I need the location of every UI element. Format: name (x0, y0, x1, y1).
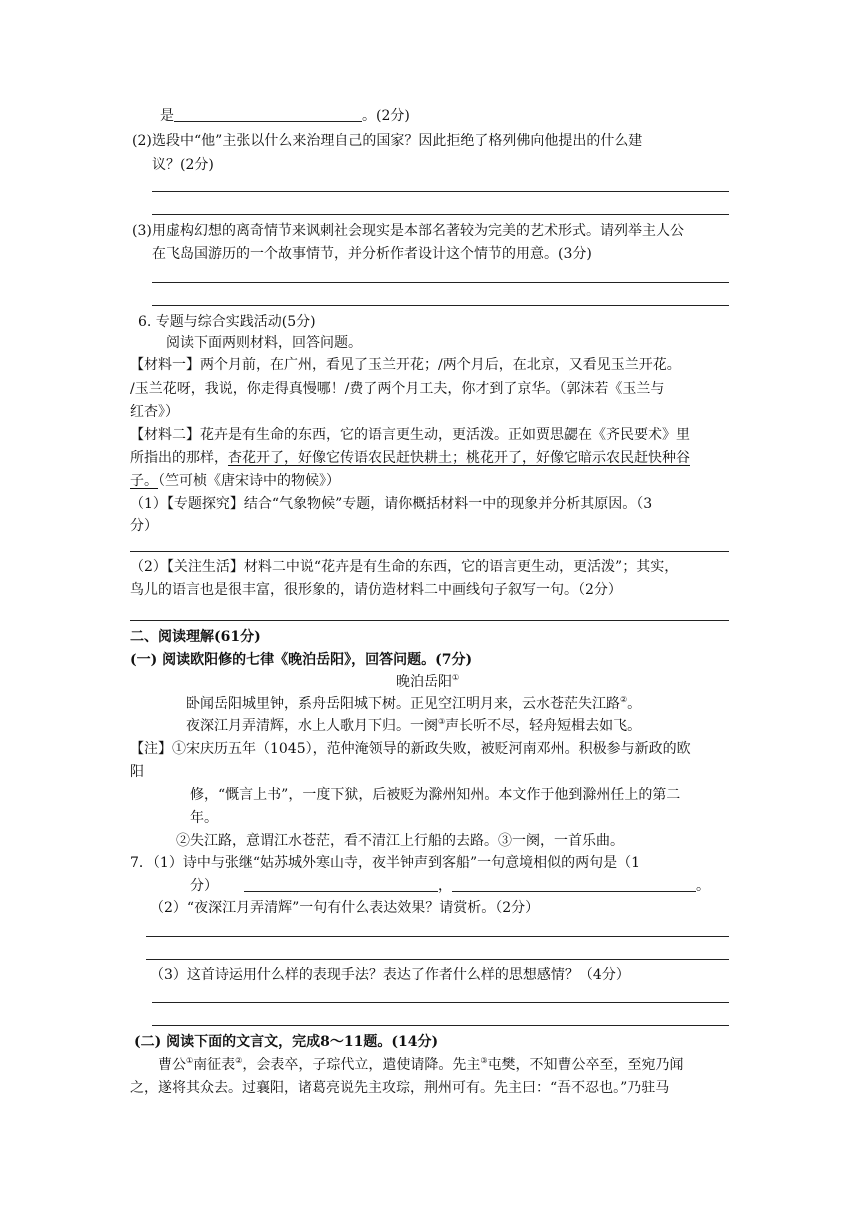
q7-blank-1[interactable] (244, 876, 438, 892)
material1-line2: /玉兰花呀，我说，你走得真慢哪！/费了两个月工夫，你才到了京华。（郭沫若《玉兰与 (130, 381, 665, 397)
q6-sub1-line1: （1）【专题探究】结合“气象物候”专题，请你概括材料一中的现象并分析其原因。（3 (130, 496, 653, 512)
underlined-sentence-end: 子。 (130, 473, 158, 489)
q2-number: (2) (132, 133, 152, 149)
q6-title: 6. 专题与综合实践活动(5分) (138, 314, 316, 330)
q6-sub2-line1: （2）【关注生活】材料二中说“花卉是有生命的东西，它的语言更生动，更活泼”；其实， (130, 559, 679, 575)
q3-text-line2: 在飞岛国游历的一个故事情节，并分析作者设计这个情节的用意。(3分) (152, 246, 592, 262)
material2-line2: 所指出的那样，杏花开了，好像它传语农民赶快耕土；桃花开了，好像它暗示农民赶快种谷 (130, 450, 690, 466)
material2-line1: 【材料二】花卉是有生命的东西，它的语言更生动，更活泼。正如贾思勰在《齐民要术》里 (130, 427, 690, 443)
poem-note-line4: 年。 (190, 810, 218, 826)
q1-answer-blank[interactable] (174, 106, 362, 122)
poem-note-line1: 【注】①宋庆历五年（1045），范仲淹领导的新政失败，被贬河南邓州。积极参与新政的欧 (130, 741, 691, 757)
classical-text-line2: 之，遂将其众去。过襄阳，诸葛亮说先主攻琮，荆州可有。先主曰：“吾不忍也。”乃驻马 (130, 1080, 670, 1096)
q3-answer-line-1[interactable] (152, 282, 729, 283)
q6-intro: 阅读下面两则材料，回答问题。 (166, 335, 362, 351)
material1-line3: 红杏》） (130, 404, 179, 420)
poem-line2: 夜深江月弄清辉，水上人歌月下归。一阕③声长听不尽，轻舟短楫去如飞。 (186, 717, 642, 734)
q6-sub2-line2: 鸟儿的语言也是很丰富，很形象的，请仿造材料二中画线句子叙写一句。（2分） (130, 582, 622, 598)
q2-text-line1: 选段中“他”主张以什么来治理自己的国家？因此拒绝了格列佛向他提出的什么建 (152, 133, 643, 149)
q7-blank-2[interactable] (452, 876, 696, 892)
part1-heading: (一) 阅读欧阳修的七律《晚泊岳阳》，回答问题。(7分) (130, 652, 473, 668)
q7-sub3: （3）这首诗运用什么样的表现手法？表达了作者什么样的思想感情？（4分） (150, 967, 630, 983)
q2-text-line2: 议？(2分) (152, 157, 214, 173)
underlined-sentence: 杏花开了，好像它传语农民赶快耕土；桃花开了，好像它暗示农民赶快种谷 (228, 450, 690, 466)
q3-number: (3) (132, 223, 152, 239)
q7-sub3-answer-line-1[interactable] (152, 1002, 729, 1003)
q6-sub1-line2: 分） (130, 518, 158, 534)
q1-tail: 是 。(2分) (160, 108, 410, 124)
q7-sub2-answer-line-2[interactable] (146, 959, 729, 960)
q3-answer-line-2[interactable] (152, 305, 729, 306)
q7-line2: 分） ， 。 (190, 878, 710, 894)
part2-heading: (二) 阅读下面的文言文，完成8～11题。(14分) (134, 1034, 439, 1050)
section2-heading: 二、阅读理解(61分) (130, 629, 261, 645)
q6-sub1-answer-line[interactable] (130, 551, 729, 552)
poem-note-line2: 阳 (130, 764, 144, 780)
q3-text-line1: 用虚构幻想的离奇情节来讽刺社会现实是本部名著较为完美的艺术形式。请列举主人公 (152, 223, 684, 239)
q7-sub2: （2）“夜深江月弄清辉”一句有什么表达效果？请赏析。（2分） (150, 900, 540, 916)
poem-note-line5: ②失江路，意谓江水苍茫，看不清江上行船的去路。③一阕，一首乐曲。 (176, 833, 624, 849)
q2-answer-line-2[interactable] (152, 214, 729, 215)
material2-line3: 子。（竺可桢《唐宋诗中的物候》） (130, 473, 340, 489)
poem-line1: 卧闻岳阳城里钟，系舟岳阳城下树。正见空江明月来，云水苍茫失江路②。 (186, 695, 642, 712)
q7-line1: 7．（1）诗中与张继“姑苏城外寒山寺，夜半钟声到客船”一句意境相似的两句是（1 (130, 855, 641, 871)
classical-text-line1: 曹公①南征表②，会表卒，子琮代立，遣使请降。先主③屯樊，不知曹公卒至，至宛乃闻 (158, 1056, 684, 1073)
q6-sub2-answer-line[interactable] (130, 620, 729, 621)
poem-note-line3: 修，“慨言上书”，一度下狱，后被贬为滁州知州。本文作于他到滁州任上的第二 (190, 787, 681, 803)
poem-title: 晚泊岳阳① (396, 673, 460, 690)
q7-sub3-answer-line-2[interactable] (152, 1025, 729, 1026)
material1-line1: 【材料一】两个月前，在广州，看见了玉兰开花；/两个月后，在北京，又看见玉兰开花。 (130, 357, 681, 373)
q2-answer-line-1[interactable] (152, 191, 729, 192)
q7-sub2-answer-line-1[interactable] (146, 936, 729, 937)
